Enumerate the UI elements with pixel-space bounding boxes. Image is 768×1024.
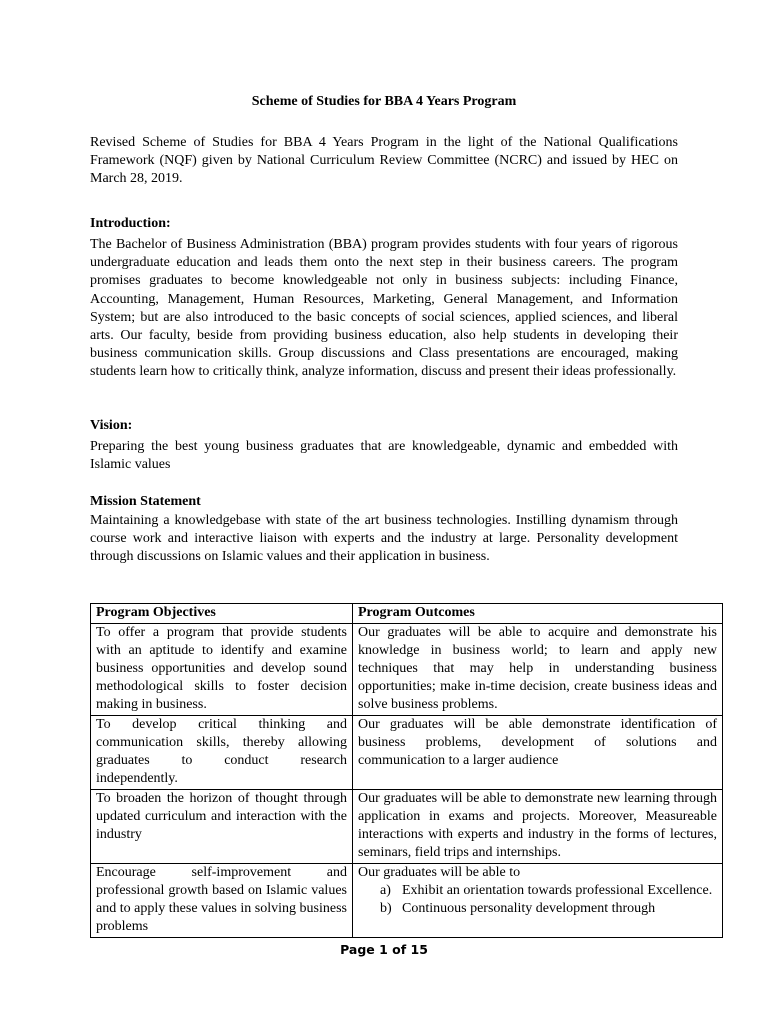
header-program-outcomes: Program Outcomes: [353, 604, 723, 624]
vision-text: Preparing the best young business graduates that are knowledgeable, dynamic and embedded with Islamic values: [90, 439, 678, 473]
outcome-cell: Our graduates will be able to acquire and demonstrate his knowledge in business world; to learn and apply new techniques that may help in understanding business opportunities; make in-time decision, create business ideas and solve business problems.: [353, 624, 723, 716]
list-item-text: Exhibit an orientation towards professional Excellence.: [402, 883, 713, 898]
mission-text: Maintaining a knowledgebase with state of the art business technologies. Instilling dynamism through course work and interactive liaison with experts and the industry at large. Personality development through discussions on Islamic values and their application in business.: [90, 513, 678, 565]
list-marker: a): [380, 883, 391, 898]
objectives-outcomes-table: [90, 603, 723, 938]
mission-heading: Mission Statement: [90, 494, 201, 509]
outcome-cell: Our graduates will be able demonstrate identification of business problems, development of solutions and communication to a larger audience: [353, 716, 723, 790]
outcome-cell: Our graduates will be able to demonstrate new learning through application in exams and projects. Moreover, Measureable interactions with experts and industry in the forms of lectures, seminars, field trips and internships.: [353, 790, 723, 864]
objective-cell: To broaden the horizon of thought through updated curriculum and interaction with the industry: [91, 790, 353, 864]
document-title: Scheme of Studies for BBA 4 Years Program: [251, 94, 517, 109]
header-program-objectives: Program Objectives: [91, 604, 353, 624]
list-item: [380, 900, 717, 918]
outcome-cell: [353, 864, 723, 938]
list-item-text: Continuous personality development through: [402, 901, 656, 916]
page-number: Page 1 of 15: [340, 942, 428, 957]
outcome-list: [358, 882, 717, 918]
list-marker: b): [380, 901, 392, 916]
objective-cell: Encourage self-improvement and professional growth based on Islamic values and to apply these values in solving business problems: [91, 864, 353, 938]
table-row: [91, 716, 723, 790]
table-row: [91, 790, 723, 864]
intro-paragraph: Revised Scheme of Studies for BBA 4 Years Program in the light of the National Qualifications Framework (NQF) given by National Curriculum Review Committee (NCRC) and issued by HEC on March 28, 2019.: [90, 135, 678, 187]
objective-cell: To develop critical thinking and communication skills, thereby allowing graduates to conduct research independently.: [91, 716, 353, 790]
introduction-heading: Introduction:: [90, 216, 171, 231]
list-item: [380, 882, 717, 900]
table-row: [91, 864, 723, 938]
introduction-text: The Bachelor of Business Administration (BBA) program provides students with four years of rigorous undergraduate education and leads them onto the next step in their business careers. The program promises graduates to become knowledgeable not only in business subjects: including Finance, Accounting, Management, Human Resources, Marketing, General Management, and Information System; but are also introduced to the basic concepts of social sciences, applied sciences, and liberal arts. Our faculty, beside from providing business education, also help students in developing their business communication skills. Group discussions and Class presentations are encouraged, making students learn how to critically think, analyze information, discuss and present their ideas professionally.: [90, 237, 678, 380]
table-header-row: [91, 604, 723, 624]
objective-cell: To offer a program that provide students with an aptitude to identify and examine business opportunities and develop sound methodological skills to foster decision making in business.: [91, 624, 353, 716]
table-row: [91, 624, 723, 716]
vision-heading: Vision:: [90, 418, 133, 433]
outcome-intro: Our graduates will be able to: [358, 865, 521, 880]
